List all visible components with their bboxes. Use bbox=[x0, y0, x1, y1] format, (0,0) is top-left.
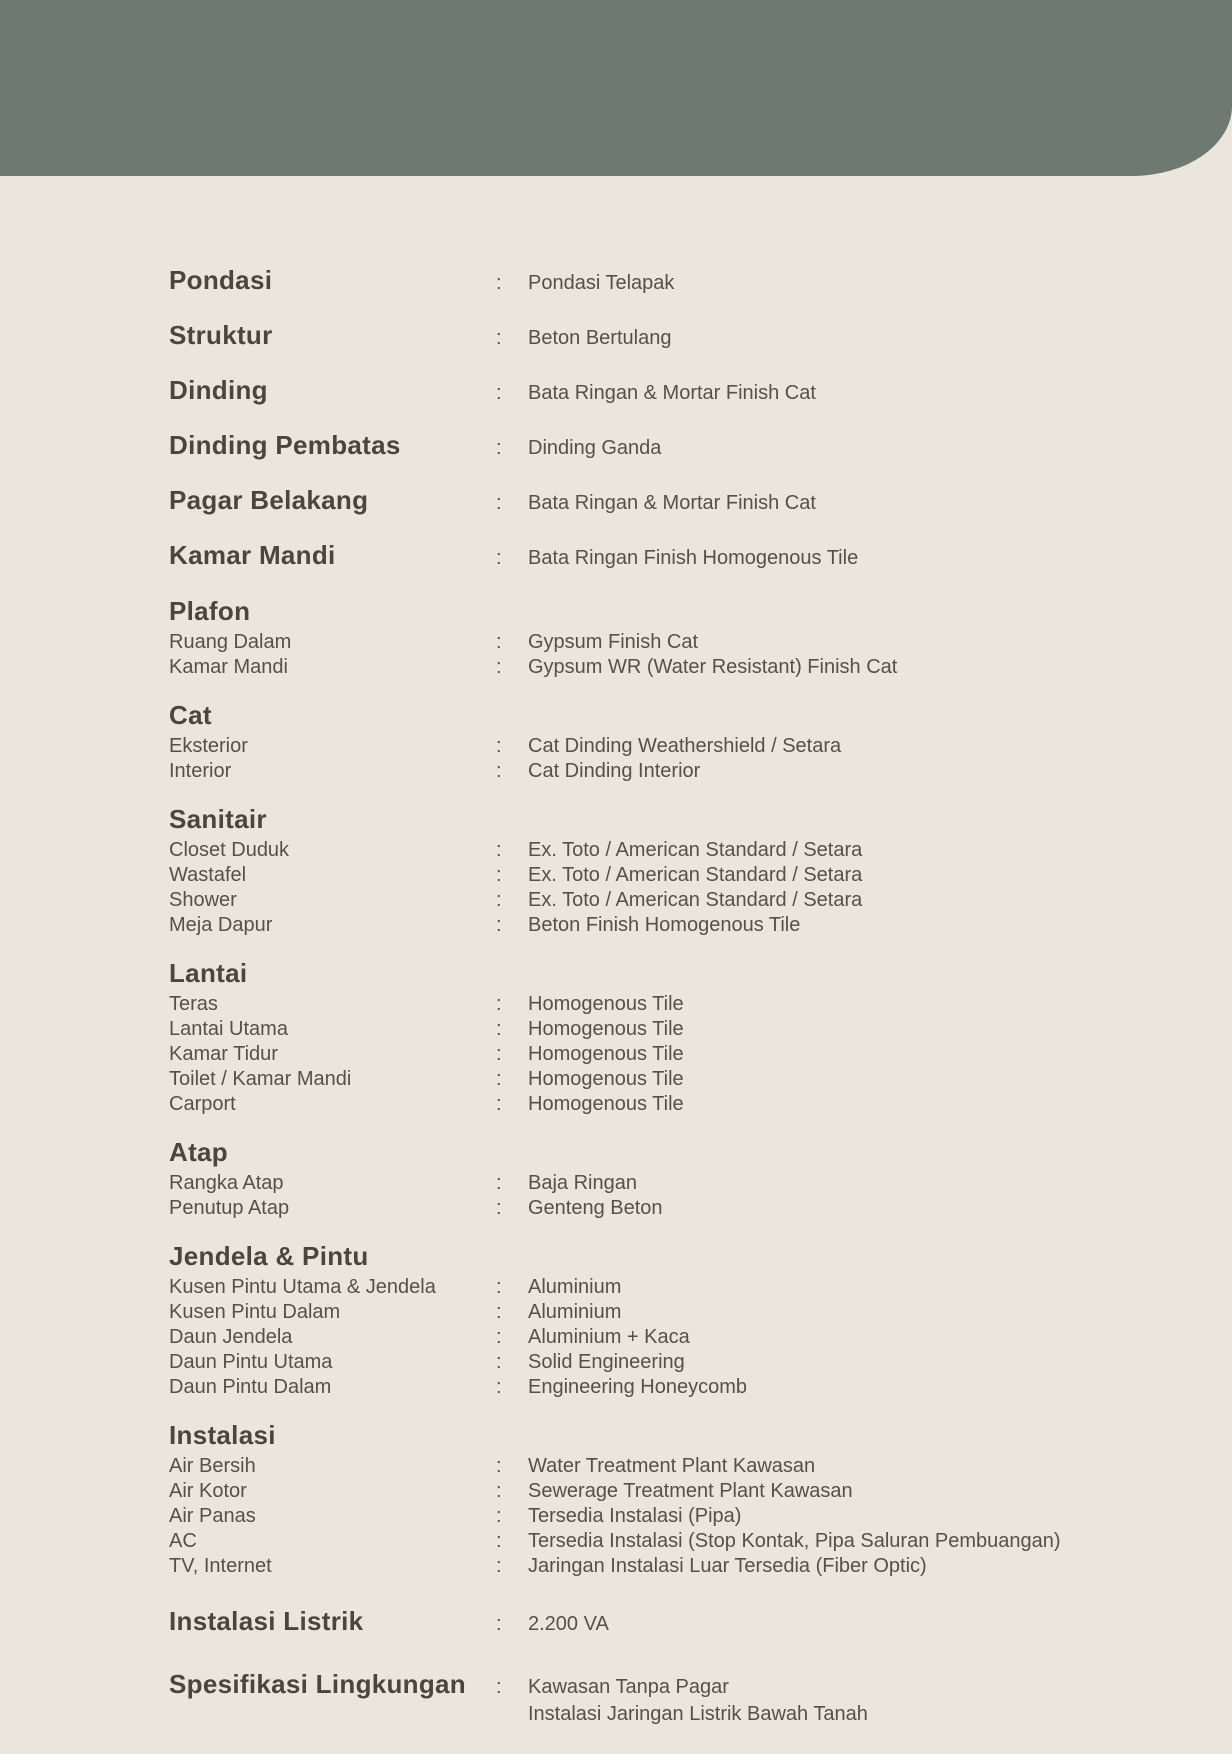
colon-separator: : bbox=[496, 1480, 502, 1502]
spec-value-line: Beton Bertulang bbox=[528, 327, 672, 349]
spec-label: Kamar Mandi bbox=[169, 540, 336, 570]
colon-separator: : bbox=[496, 382, 502, 404]
colon-separator: : bbox=[496, 1018, 502, 1040]
spec-label: Closet Duduk bbox=[169, 839, 290, 861]
spec-section bbox=[169, 800, 1172, 938]
spec-row bbox=[169, 838, 1172, 863]
spec-value: Engineering Honeycomb bbox=[528, 1376, 748, 1398]
spec-value: Aluminium bbox=[528, 1276, 622, 1298]
spec-value: Aluminium bbox=[528, 1301, 622, 1323]
colon-separator: : bbox=[496, 1455, 502, 1477]
spec-section bbox=[169, 954, 1172, 1117]
spec-label: TV, Internet bbox=[169, 1555, 272, 1577]
colon-separator: : bbox=[496, 993, 502, 1015]
spec-value: Homogenous Tile bbox=[528, 1093, 684, 1115]
spec-value: Cat Dinding Weathershield / Setara bbox=[528, 735, 842, 757]
spec-value-line: Bata Ringan Finish Homogenous Tile bbox=[528, 547, 859, 569]
spec-label: AC bbox=[169, 1530, 197, 1552]
spec-label: Daun Pintu Utama bbox=[169, 1351, 333, 1373]
spec-label: Kusen Pintu Dalam bbox=[169, 1301, 341, 1323]
spec-row bbox=[169, 1300, 1172, 1325]
section-rows bbox=[169, 1171, 1172, 1221]
spec-row bbox=[169, 1479, 1172, 1504]
section-rows bbox=[169, 992, 1172, 1117]
colon-separator: : bbox=[496, 656, 502, 678]
spec-label: Kusen Pintu Utama & Jendela bbox=[169, 1276, 436, 1298]
colon-separator: : bbox=[496, 1676, 502, 1698]
spec-value: Tersedia Instalasi (Stop Kontak, Pipa Saluran Pembuangan) bbox=[528, 1530, 1061, 1552]
spec-label: Air Bersih bbox=[169, 1455, 256, 1477]
colon-separator: : bbox=[496, 1530, 502, 1552]
spec-label: Wastafel bbox=[169, 864, 247, 886]
colon-separator: : bbox=[496, 839, 502, 861]
spec-value-line: Kawasan Tanpa Pagar bbox=[528, 1676, 729, 1698]
section-heading: Sanitair bbox=[169, 804, 267, 834]
section-heading: Plafon bbox=[169, 596, 251, 626]
colon-separator: : bbox=[496, 1351, 502, 1373]
spec-row bbox=[169, 1017, 1172, 1042]
spec-label: Instalasi Listrik bbox=[169, 1606, 364, 1636]
spec-row bbox=[169, 1067, 1172, 1092]
spec-row bbox=[169, 913, 1172, 938]
colon-separator: : bbox=[496, 760, 502, 782]
colon-separator: : bbox=[496, 1376, 502, 1398]
colon-separator: : bbox=[496, 1276, 502, 1298]
spec-label: Air Panas bbox=[169, 1505, 256, 1527]
spec-row bbox=[169, 1171, 1172, 1196]
colon-separator: : bbox=[496, 1505, 502, 1527]
spec-row bbox=[169, 992, 1172, 1017]
spec-label: Teras bbox=[169, 993, 218, 1015]
spec-label: Meja Dapur bbox=[169, 914, 273, 936]
header-band bbox=[0, 0, 1232, 176]
spec-value: Ex. Toto / American Standard / Setara bbox=[528, 864, 863, 886]
spec-row bbox=[169, 1554, 1172, 1579]
spec-row bbox=[169, 655, 1172, 680]
spec-label: Struktur bbox=[169, 320, 273, 350]
spec-section bbox=[169, 1416, 1172, 1579]
colon-separator: : bbox=[496, 864, 502, 886]
spec-value: Sewerage Treatment Plant Kawasan bbox=[528, 1480, 853, 1502]
spec-row bbox=[169, 759, 1172, 784]
spec-label: Daun Jendela bbox=[169, 1326, 293, 1348]
spec-value bbox=[528, 270, 1172, 297]
spec-value-line: Instalasi Jaringan Listrik Bawah Tanah bbox=[528, 1703, 868, 1725]
spec-label: Kamar Tidur bbox=[169, 1043, 278, 1065]
spec-sheet bbox=[0, 176, 1232, 1728]
spec-row bbox=[169, 1666, 1172, 1728]
spec-value: Homogenous Tile bbox=[528, 1068, 684, 1090]
section-rows bbox=[169, 630, 1172, 680]
spec-row bbox=[169, 427, 1172, 466]
section-rows bbox=[169, 1454, 1172, 1579]
spec-value-line: Bata Ringan & Mortar Finish Cat bbox=[528, 382, 816, 404]
spec-label: Spesifikasi Lingkungan bbox=[169, 1669, 466, 1699]
spec-row bbox=[169, 262, 1172, 301]
spec-label: Toilet / Kamar Mandi bbox=[169, 1068, 352, 1090]
colon-separator: : bbox=[496, 1172, 502, 1194]
spec-row bbox=[169, 537, 1172, 576]
spec-section bbox=[169, 696, 1172, 784]
spec-value: Homogenous Tile bbox=[528, 1043, 684, 1065]
spec-value bbox=[528, 380, 1172, 407]
spec-row bbox=[169, 482, 1172, 521]
spec-value: Homogenous Tile bbox=[528, 993, 684, 1015]
spec-value: Baja Ringan bbox=[528, 1172, 637, 1194]
spec-row bbox=[169, 1454, 1172, 1479]
spec-row bbox=[169, 863, 1172, 888]
spec-label: Air Kotor bbox=[169, 1480, 247, 1502]
spec-row bbox=[169, 1275, 1172, 1300]
spec-label: Rangka Atap bbox=[169, 1172, 284, 1194]
spec-row bbox=[169, 1504, 1172, 1529]
colon-separator: : bbox=[496, 1326, 502, 1348]
spec-row bbox=[169, 1350, 1172, 1375]
spec-label: Eksterior bbox=[169, 735, 248, 757]
spec-label: Shower bbox=[169, 889, 237, 911]
spec-value: Aluminium + Kaca bbox=[528, 1326, 690, 1348]
spec-row bbox=[169, 1529, 1172, 1554]
colon-separator: : bbox=[496, 914, 502, 936]
spec-value bbox=[528, 325, 1172, 352]
section-heading: Atap bbox=[169, 1137, 228, 1167]
section-heading: Instalasi bbox=[169, 1420, 276, 1450]
colon-separator: : bbox=[496, 272, 502, 294]
spec-label: Dinding bbox=[169, 375, 268, 405]
spec-row bbox=[169, 1603, 1172, 1642]
spec-label: Lantai Utama bbox=[169, 1018, 288, 1040]
spec-section bbox=[169, 592, 1172, 680]
spec-value bbox=[528, 435, 1172, 462]
spec-value: Solid Engineering bbox=[528, 1351, 685, 1373]
colon-separator: : bbox=[496, 1093, 502, 1115]
spec-value: Gypsum Finish Cat bbox=[528, 631, 699, 653]
spec-value-line: Bata Ringan & Mortar Finish Cat bbox=[528, 492, 816, 514]
section-rows bbox=[169, 1275, 1172, 1400]
spec-row bbox=[169, 734, 1172, 759]
spec-label: Penutup Atap bbox=[169, 1197, 290, 1219]
colon-separator: : bbox=[496, 1613, 502, 1635]
spec-value: Tersedia Instalasi (Pipa) bbox=[528, 1505, 742, 1527]
section-heading: Jendela & Pintu bbox=[169, 1241, 369, 1271]
spec-value: Gypsum WR (Water Resistant) Finish Cat bbox=[528, 656, 898, 678]
spec-top-rows bbox=[169, 262, 1172, 576]
spec-label: Pondasi bbox=[169, 265, 273, 295]
section-heading: Lantai bbox=[169, 958, 248, 988]
colon-separator: : bbox=[496, 437, 502, 459]
spec-row bbox=[169, 1042, 1172, 1067]
spec-row bbox=[169, 317, 1172, 356]
colon-separator: : bbox=[496, 327, 502, 349]
spec-label: Kamar Mandi bbox=[169, 656, 288, 678]
colon-separator: : bbox=[496, 735, 502, 757]
spec-value: Water Treatment Plant Kawasan bbox=[528, 1455, 816, 1477]
spec-label: Dinding Pembatas bbox=[169, 430, 401, 460]
spec-value: Cat Dinding Interior bbox=[528, 760, 701, 782]
colon-separator: : bbox=[496, 1555, 502, 1577]
spec-sections bbox=[169, 592, 1172, 1579]
spec-value-line: Dinding Ganda bbox=[528, 437, 662, 459]
spec-label: Interior bbox=[169, 760, 232, 782]
spec-bottom-rows bbox=[169, 1603, 1172, 1728]
spec-label: Pagar Belakang bbox=[169, 485, 369, 515]
spec-value: Beton Finish Homogenous Tile bbox=[528, 914, 801, 936]
spec-value bbox=[528, 1611, 1172, 1638]
colon-separator: : bbox=[496, 1197, 502, 1219]
colon-separator: : bbox=[496, 1068, 502, 1090]
spec-label: Carport bbox=[169, 1093, 236, 1115]
colon-separator: : bbox=[496, 1301, 502, 1323]
spec-value-line: 2.200 VA bbox=[528, 1613, 609, 1635]
colon-separator: : bbox=[496, 492, 502, 514]
spec-row bbox=[169, 888, 1172, 913]
spec-value: Homogenous Tile bbox=[528, 1018, 684, 1040]
colon-separator: : bbox=[496, 631, 502, 653]
spec-value: Jaringan Instalasi Luar Tersedia (Fiber Optic) bbox=[528, 1555, 927, 1577]
section-heading: Cat bbox=[169, 700, 212, 730]
colon-separator: : bbox=[496, 547, 502, 569]
spec-row bbox=[169, 1196, 1172, 1221]
section-rows bbox=[169, 734, 1172, 784]
section-rows bbox=[169, 838, 1172, 938]
spec-row bbox=[169, 1092, 1172, 1117]
spec-section bbox=[169, 1133, 1172, 1221]
spec-value bbox=[528, 545, 1172, 572]
spec-label: Ruang Dalam bbox=[169, 631, 292, 653]
spec-row bbox=[169, 372, 1172, 411]
spec-row bbox=[169, 630, 1172, 655]
spec-row bbox=[169, 1325, 1172, 1350]
spec-section bbox=[169, 1237, 1172, 1400]
spec-value-line: Pondasi Telapak bbox=[528, 272, 675, 294]
spec-value: Ex. Toto / American Standard / Setara bbox=[528, 839, 863, 861]
spec-value: Genteng Beton bbox=[528, 1197, 663, 1219]
spec-value: Ex. Toto / American Standard / Setara bbox=[528, 889, 863, 911]
colon-separator: : bbox=[496, 1043, 502, 1065]
colon-separator: : bbox=[496, 889, 502, 911]
spec-row bbox=[169, 1375, 1172, 1400]
spec-label: Daun Pintu Dalam bbox=[169, 1376, 332, 1398]
spec-value bbox=[528, 490, 1172, 517]
spec-value bbox=[528, 1674, 1172, 1728]
